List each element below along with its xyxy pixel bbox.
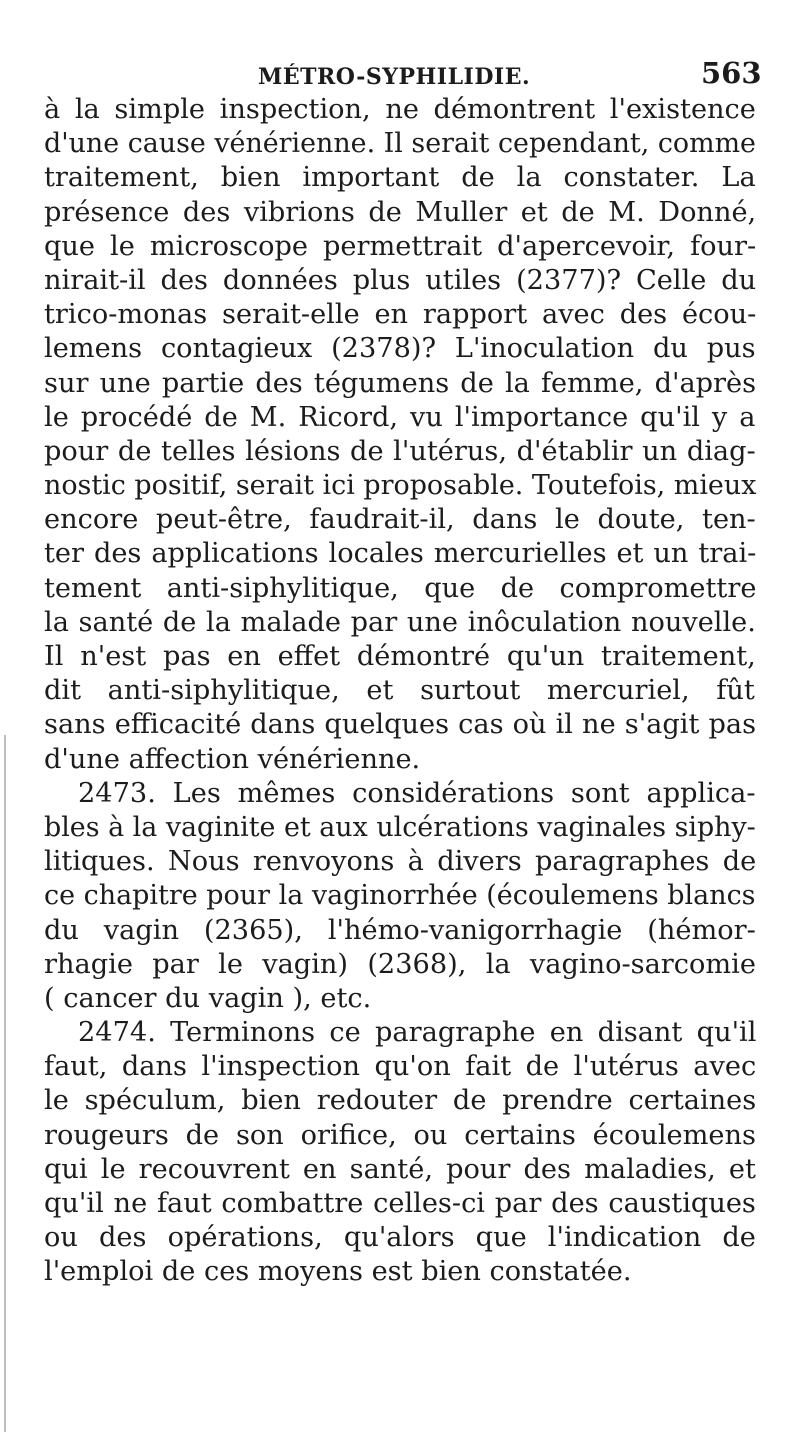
text-line: bles à la vaginite et aux ulcérations vaginales siphy- (44, 811, 756, 843)
text-line: faut, dans l'inspection qu'on fait de l'utérus avec (44, 1051, 757, 1083)
text-line: trico-monas serait-elle en rapport avec des écou- (44, 299, 757, 331)
paragraph-start-2473: 2473. Les mêmes considérations sont applica- (78, 777, 756, 809)
text-line: nostic positif, serait ici proposable. Toutefois, mieux (44, 470, 757, 502)
text-line: ou des opérations, qu'alors que l'indication de (44, 1222, 756, 1254)
text-line: tement anti-siphylitique, que de compromettre (44, 572, 757, 604)
text-line: l'emploi de ces moyens est bien constatée. (44, 1256, 632, 1288)
text-line: pour de telles lésions de l'utérus, d'établir un diag- (44, 435, 756, 467)
text-line: à la simple inspection, ne démontrent l'existence (44, 94, 756, 125)
page-edge-line (4, 735, 6, 1432)
paragraph-start-2474: 2474. Terminons ce paragraphe en disant qu'il (78, 1017, 757, 1049)
text-line: nirait-il des données plus utiles (2377)? Celle du (44, 264, 757, 296)
text-line: Il n'est pas en effet démontré qu'un traitement, (44, 641, 756, 672)
text-line: ce chapitre pour la vaginorrhée (écoulemens blancs (44, 880, 756, 912)
text-line: encore peut-être, faudrait-il, dans le doute, ten- (44, 504, 756, 536)
text-line: que le microscope permettrait d'apercevoir, four- (44, 230, 757, 262)
text-line: rougeurs de son orifice, ou certains écoulemens (44, 1119, 756, 1151)
text-line: ( cancer du vagin ), etc. (44, 982, 372, 1014)
page-number: 563 (701, 56, 762, 90)
text-line: le procédé de M. Ricord, vu l'importance qu'il y a (44, 401, 756, 433)
body-text (44, 93, 756, 1290)
text-line: d'une affection vénérienne. (44, 743, 421, 775)
text-line: sans efficacité dans quelques cas où il ne s'agit pas (44, 709, 757, 741)
text-line: d'une cause vénérienne. Il serait cependant, comme (44, 128, 756, 160)
text-line: lemens contagieux (2378)? L'inoculation du pus (44, 333, 756, 365)
text-line: présence des vibrions de Muller et de M. Donné, (44, 196, 757, 228)
text-line: ter des applications locales mercurielles et un trai- (44, 538, 757, 570)
text-line: la santé de la malade par une inôculation nouvelle. (44, 606, 756, 638)
text-line: litiques. Nous renvoyons à divers paragraphes de (44, 846, 757, 878)
text-line: dit anti-siphylitique, et surtout mercuriel, fût (44, 675, 755, 707)
running-title: MÉTRO-SYPHILIDIE. (258, 64, 531, 90)
text-line: du vagin (2365), l'hémo-vanigorrhagie (hémor- (44, 914, 756, 946)
text-line: qu'il ne faut combattre celles-ci par des caustiques (44, 1188, 756, 1219)
text-line: sur une partie des tégumens de la femme, d'après (44, 367, 757, 399)
text-line: traitement, bien important de la constater. La (44, 162, 756, 194)
running-header (0, 56, 800, 90)
text-line: rhagie par le vagin) (2368), la vagino-sarcomie (44, 948, 756, 980)
text-line: le spéculum, bien redouter de prendre certaines (44, 1085, 757, 1117)
text-line: qui le recouvrent en santé, pour des maladies, et (44, 1153, 756, 1185)
